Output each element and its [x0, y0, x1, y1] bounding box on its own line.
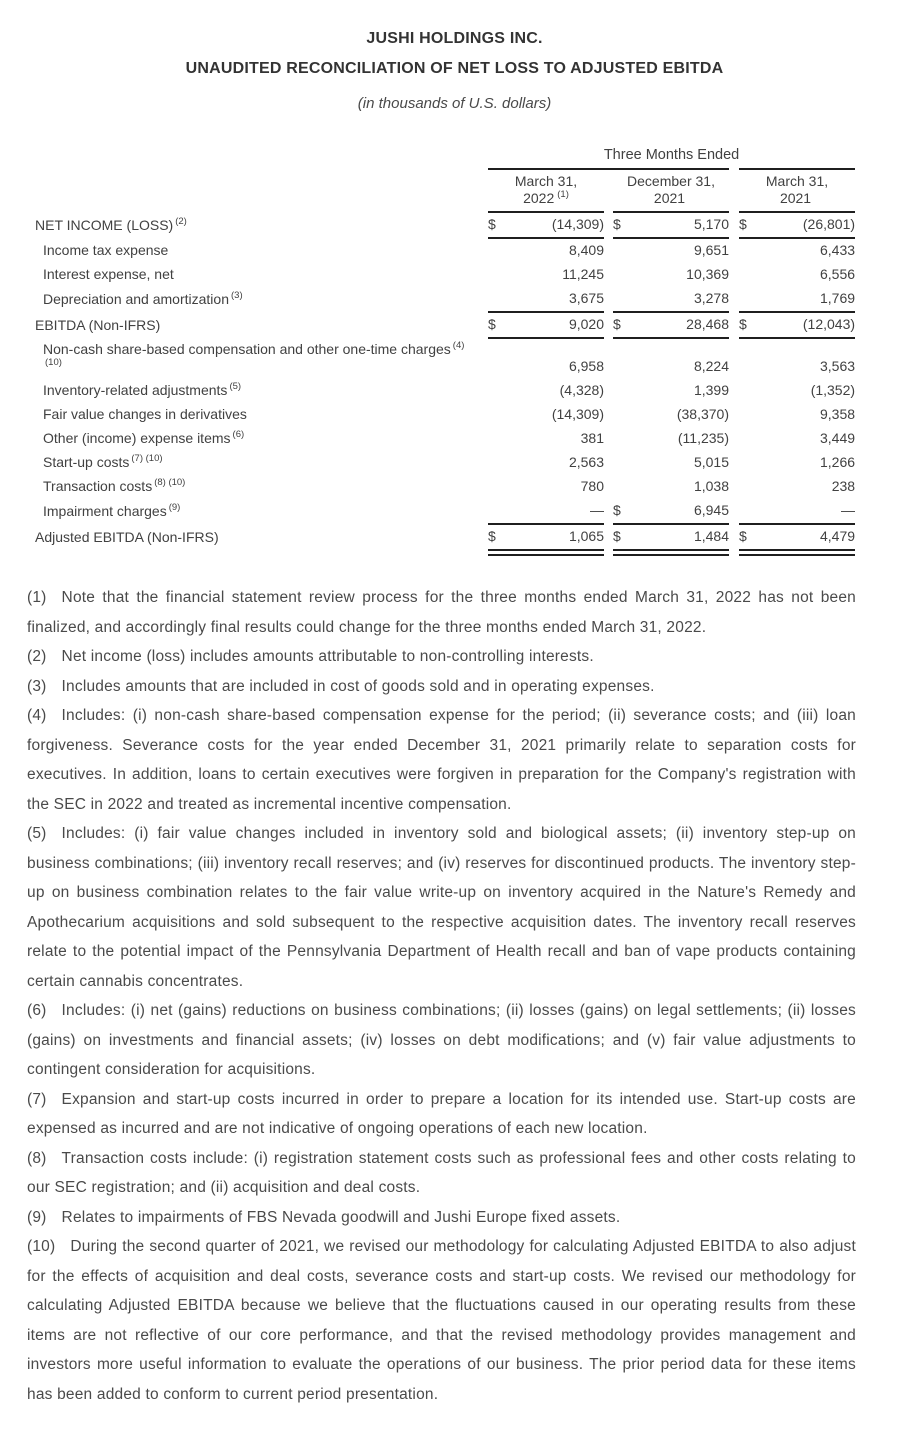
row-label: Inventory-related adjustments $^{(5)}$ — [43, 381, 242, 398]
column-header-year: 2022 $^{(1)}$ — [523, 189, 569, 206]
footnote-text: During the second quarter of 2021, we revised our methodology for calculating Adjusted EBITDA to also adjust for the effects of acquisition and deal costs, severance costs and start-up costs. We revised our methodology for calculating Adjusted EBITDA because we believe that the fluctuations caused in our operating results from these items are not reflective of our core performance, and that the revised methodology provides management and investors more useful information to evaluate the operations of our business. The prior period data for these items has been added to conform to current period presentation. — [27, 1238, 856, 1403]
cell-value: (38,370) — [676, 406, 729, 422]
column-gap — [729, 524, 739, 550]
table-row — [35, 287, 855, 312]
column-gap — [604, 475, 613, 499]
footnote — [27, 1144, 856, 1203]
dollar-sign — [488, 451, 510, 475]
column-header-date: March 31, — [514, 173, 578, 189]
footnote-ref: (10) — [45, 357, 62, 369]
table-row — [35, 212, 855, 238]
table-row — [35, 499, 855, 524]
row-label: NET INCOME (LOSS) $^{(2)}$ — [35, 216, 187, 233]
footnote — [27, 1232, 856, 1409]
cell-value: 1,484 — [635, 524, 729, 550]
footnote-text: Note that the financial statement review process for the three months ended March 31, 2022 has not been finalized, and accordingly final results could change for the three months ended March 31, 2022. — [27, 589, 856, 636]
footnote-marker: (7) — [27, 1090, 47, 1108]
dollar-sign — [739, 238, 761, 263]
dollar-sign: $ — [488, 312, 510, 338]
table-row — [35, 451, 855, 475]
row-label: Start-up costs $^{(7) (10)}$ — [43, 453, 163, 470]
cell-value: 238 — [831, 478, 856, 494]
cell-value: 1,038 — [693, 478, 729, 494]
cell-value: 1,065 — [510, 524, 604, 550]
cell-value: 6,556 — [820, 266, 856, 282]
column-header — [488, 170, 604, 212]
column-gap — [604, 403, 613, 427]
dollar-sign — [613, 475, 635, 499]
footnote-marker: (8) — [27, 1149, 47, 1167]
cell-value: 3,449 — [820, 430, 856, 446]
footnote-text: Expansion and start-up costs incurred in order to prepare a location for its intended use. Start-up costs are expensed as incurred and are not indicative of ongoing operations of each new location. — [27, 1090, 856, 1137]
footnote — [27, 672, 856, 702]
cell-value: (11,235) — [677, 430, 729, 446]
footnote-ref: (3) — [231, 290, 243, 302]
footnote-text: Includes: (i) non-cash share-based compensation expense for the period; (ii) severance costs; and (iii) loan forgiveness. Severance costs for the year ended December 31, 2021 primarily relate to separation costs for executives. In addition, loans to certain executives were forgiven in preparation for the Company's registration with the SEC in 2022 and treated as incremental incentive compensation. — [27, 707, 856, 813]
table-row — [35, 427, 855, 451]
column-gap — [604, 524, 613, 550]
statement-title: UNAUDITED RECONCILIATION OF NET LOSS TO ADJUSTED EBITDA — [185, 60, 724, 77]
column-gap — [729, 499, 739, 524]
cell-value: 10,369 — [686, 266, 729, 282]
column-header — [613, 170, 729, 212]
double-underline-segment — [739, 550, 855, 555]
dollar-sign — [613, 287, 635, 312]
footnote-text: Net income (loss) includes amounts attributable to non-controlling interests. — [61, 648, 594, 665]
cell-value: — — [761, 499, 855, 524]
footnote — [27, 1203, 856, 1233]
column-gap — [604, 427, 613, 451]
column-gap — [729, 263, 739, 287]
column-header-year: 2021 — [779, 190, 812, 206]
table-row — [35, 524, 855, 550]
dollar-sign — [739, 499, 761, 524]
company-name: JUSHI HOLDINGS INC. — [366, 30, 543, 47]
cell-value: — — [510, 499, 604, 524]
footnote-ref: (2) — [175, 216, 187, 228]
cell-value: 2,563 — [568, 454, 604, 470]
table-row — [35, 403, 855, 427]
document-header — [27, 30, 882, 112]
footnote-text: Includes amounts that are included in cost of goods sold and in operating expenses. — [61, 677, 655, 695]
column-gap — [729, 212, 739, 238]
table-row — [35, 263, 855, 287]
cell-value: 8,409 — [568, 242, 604, 258]
cell-value: 6,958 — [568, 358, 604, 374]
footnote-ref: (4) — [452, 340, 465, 352]
dollar-sign — [739, 475, 761, 499]
dollar-sign — [488, 263, 510, 287]
column-gap — [729, 287, 739, 312]
column-gap — [729, 403, 739, 427]
column-gap — [604, 263, 613, 287]
column-gap — [729, 338, 739, 379]
cell-value: 6,433 — [820, 242, 856, 258]
footnote-text: Includes: (i) fair value changes included in inventory sold and biological assets; (ii) inventory step-up on business combinations; (iii) inventory recall reserves; and (iv) reserves for discontinued products. The inventory step-up on business combination relates to the fair value write-up on inventory acquired in the Nature's Remedy and Apothecarium acquisitions and sold subsequent to the respective acquisition dates. The inventory recall reserves relate to the potential impact of the Pennsylvania Department of Health recall and ban of vape products containing certain cannabis concentrates. — [27, 825, 856, 990]
cell-value: (14,309) — [510, 212, 604, 238]
cell-value: (26,801) — [761, 212, 855, 238]
footnote-ref: (7) (10) — [131, 453, 163, 465]
footnote-text: Transaction costs include: (i) registration statement costs such as professional fees and other costs relating to our SEC registration; and (ii) acquisition and deal costs. — [27, 1149, 856, 1196]
cell-value: 8,224 — [693, 358, 729, 374]
row-label: Transaction costs $^{(8) (10)}$ — [43, 477, 186, 494]
cell-value: 1,266 — [820, 454, 856, 470]
reconciliation-table — [35, 144, 855, 556]
table-row — [35, 238, 855, 263]
cell-value: 9,020 — [510, 312, 604, 338]
column-gap — [604, 238, 613, 263]
dollar-sign — [613, 379, 635, 403]
dollar-sign: $ — [739, 212, 761, 238]
dollar-sign — [739, 263, 761, 287]
footnote-ref: (5) — [229, 381, 242, 393]
dollar-sign: $ — [613, 524, 635, 550]
dollar-sign: $ — [739, 312, 761, 338]
dollar-sign: $ — [613, 312, 635, 338]
row-label: Depreciation and amortization $^{(3)}$ — [43, 290, 243, 307]
column-gap — [729, 427, 739, 451]
row-label: Income tax expense — [43, 242, 169, 258]
row-label: Interest expense, net — [43, 266, 174, 282]
footnote-text: Includes: (i) net (gains) reductions on business combinations; (ii) losses (gains) on legal settlements; (ii) losses (gains) on investments and financial assets; (iv) losses on debt modifications; and (v) fair value adjustments to contingent consideration for acquisitions. — [27, 1002, 856, 1078]
column-gap — [729, 238, 739, 263]
double-underline-segment — [613, 550, 729, 555]
dollar-sign — [488, 403, 510, 427]
cell-value: 3,563 — [820, 358, 856, 374]
row-label: Non-cash share-based compensation and other one-time charges $^{(4)}$ $^{(10)}$ — [43, 340, 465, 369]
footnote — [27, 996, 856, 1085]
dollar-sign — [613, 403, 635, 427]
footnotes-section — [27, 583, 856, 1409]
dollar-sign — [739, 427, 761, 451]
footnote — [27, 819, 856, 996]
dollar-sign — [613, 238, 635, 263]
dollar-sign — [488, 475, 510, 499]
cell-value: (14,309) — [551, 406, 604, 422]
table-row — [35, 338, 855, 379]
dollar-sign — [488, 287, 510, 312]
period-header: Three Months Ended — [603, 147, 740, 163]
table-row — [35, 312, 855, 338]
column-header-date: March 31, — [765, 173, 829, 189]
column-gap — [604, 287, 613, 312]
column-gap — [604, 451, 613, 475]
footnote — [27, 701, 856, 819]
dollar-sign — [613, 263, 635, 287]
footnote-ref: (8) (10) — [154, 477, 186, 489]
column-header — [739, 170, 855, 212]
dollar-sign: $ — [613, 499, 635, 524]
cell-value: 3,278 — [635, 287, 729, 312]
cell-value: 5,015 — [693, 454, 729, 470]
cell-value: 780 — [580, 478, 604, 494]
dollar-sign — [488, 499, 510, 524]
dollar-sign — [488, 338, 510, 379]
cell-value: (1,352) — [810, 382, 856, 398]
dollar-sign — [488, 238, 510, 263]
units-note: (in thousands of U.S. dollars) — [357, 95, 552, 112]
footnote-marker: (9) — [27, 1208, 47, 1226]
column-gap — [604, 550, 613, 555]
dollar-sign — [613, 427, 635, 451]
row-label: EBITDA (Non-IFRS) — [35, 317, 161, 333]
cell-value: (12,043) — [761, 312, 855, 338]
dollar-sign: $ — [488, 524, 510, 550]
footnote-marker: (1) — [27, 589, 47, 606]
column-gap — [604, 312, 613, 338]
cell-value: (4,328) — [559, 382, 604, 398]
column-gap — [729, 475, 739, 499]
double-underline — [35, 550, 855, 555]
dollar-sign: $ — [488, 212, 510, 238]
dollar-sign — [739, 338, 761, 379]
footnote-ref: (9) — [168, 502, 181, 514]
row-label: Other (income) expense items $^{(6)}$ — [43, 429, 245, 446]
footnote-text: Relates to impairments of FBS Nevada goodwill and Jushi Europe fixed assets. — [61, 1208, 621, 1226]
cell-value: 9,358 — [820, 406, 856, 422]
cell-value: 11,245 — [562, 266, 604, 282]
column-header-date: December 31, — [627, 173, 715, 189]
footnote-marker: (2) — [27, 648, 47, 665]
cell-value: 5,170 — [635, 212, 729, 238]
cell-value: 28,468 — [635, 312, 729, 338]
column-gap — [604, 379, 613, 403]
double-underline-segment — [488, 550, 604, 555]
row-label: Adjusted EBITDA (Non-IFRS) — [35, 529, 219, 545]
dollar-sign — [739, 287, 761, 312]
column-header-row — [35, 170, 855, 212]
dollar-sign — [488, 427, 510, 451]
table-row — [35, 379, 855, 403]
cell-value: 381 — [580, 430, 604, 446]
column-gap — [604, 212, 613, 238]
footnote-marker: (6) — [27, 1002, 47, 1019]
dollar-sign: $ — [613, 212, 635, 238]
footnote — [27, 1085, 856, 1144]
period-header-row — [35, 144, 855, 169]
footnote-ref: (1) — [557, 189, 569, 201]
table-row — [35, 475, 855, 499]
column-gap — [604, 338, 613, 379]
row-label: Fair value changes in derivatives — [43, 406, 247, 422]
cell-value: 9,651 — [693, 242, 729, 258]
dollar-sign — [739, 451, 761, 475]
column-gap — [729, 451, 739, 475]
row-label: Impairment charges $^{(9)}$ — [43, 502, 181, 519]
dollar-sign — [739, 403, 761, 427]
footnote-marker: (5) — [27, 825, 47, 842]
cell-value: 1,399 — [693, 382, 729, 398]
dollar-sign — [613, 451, 635, 475]
footnote — [27, 583, 856, 642]
column-gap — [729, 312, 739, 338]
cell-value: 6,945 — [635, 499, 729, 524]
column-gap — [729, 379, 739, 403]
footnote-ref: (6) — [232, 429, 245, 441]
footnote — [27, 642, 856, 672]
column-gap — [729, 550, 739, 555]
table-body — [35, 212, 855, 555]
column-header-year: 2021 — [653, 190, 686, 206]
cell-value: 3,675 — [510, 287, 604, 312]
dollar-sign — [613, 338, 635, 379]
dollar-sign — [739, 379, 761, 403]
footnote-marker: (3) — [27, 677, 47, 695]
column-gap — [604, 499, 613, 524]
dollar-sign — [488, 379, 510, 403]
footnote-marker: (4) — [27, 707, 47, 724]
footnote-marker: (10) — [27, 1238, 56, 1255]
dollar-sign: $ — [739, 524, 761, 550]
cell-value: 4,479 — [761, 524, 855, 550]
cell-value: 1,769 — [761, 287, 855, 312]
